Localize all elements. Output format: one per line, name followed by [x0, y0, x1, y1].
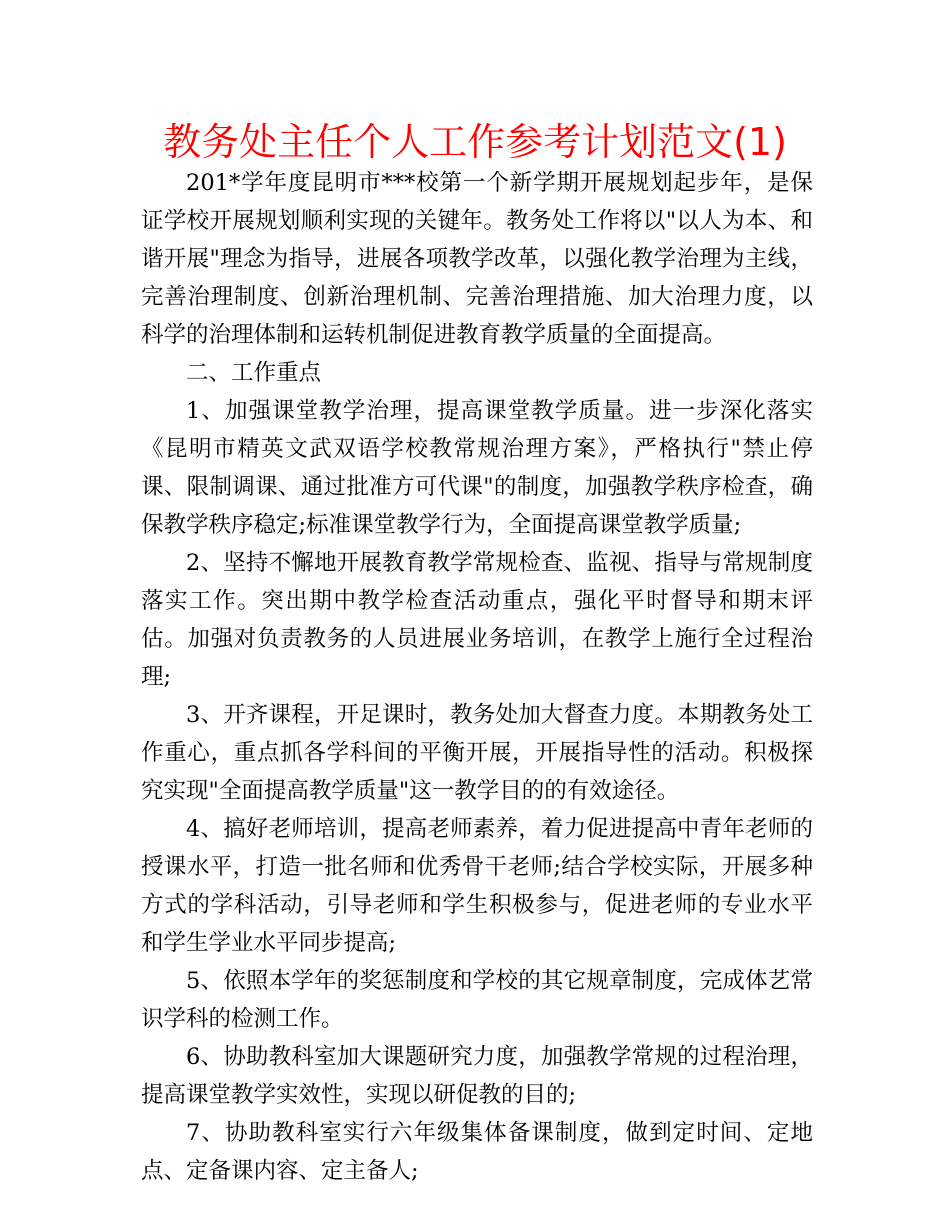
document-body	[141, 164, 813, 1190]
paragraph-intro: 201*学年度昆明市***校第一个新学期开展规划起步年，是保证学校开展规划顺利实现的关键年。教务处工作将以"以人为本、和谐开展"理念为指导，进展各项教学改革，以强化教学治理为主线，完善治理制度、创新治理机制、完善治理措施、加大治理力度，以科学的治理体制和运转机制促进教育教学质量的全面提高。	[141, 170, 813, 348]
paragraph-item-3: 3、开齐课程，开足课时，教务处加大督查力度。本期教务处工作重心，重点抓各学科间的平衡开展，开展指导性的活动。积极探究实现"全面提高教学质量"这一教学目的的有效途径。	[141, 702, 813, 804]
section-heading-work-focus: 二、工作重点	[186, 360, 322, 386]
paragraph-item-6: 6、协助教科室加大课题研究力度，加强教学常规的过程治理，提高课堂教学实效性，实现以研促教的目的;	[141, 1044, 813, 1108]
paragraph-item-1: 1、加强课堂教学治理，提高课堂教学质量。进一步深化落实《昆明市精英文武双语学校教常规治理方案》，严格执行"禁止停课、限制调课、通过批准方可代课"的制度，加强教学秩序检查，确保教学秩序稳定;标准课堂教学行为，全面提高课堂教学质量;	[141, 398, 813, 538]
paragraph-item-5: 5、依照本学年的奖惩制度和学校的其它规章制度，完成体艺常识学科的检测工作。	[141, 968, 813, 1032]
document-title: 教务处主任个人工作参考计划范文(1)	[163, 120, 787, 164]
paragraph-item-2: 2、坚持不懈地开展教育教学常规检查、监视、指导与常规制度落实工作。突出期中教学检查活动重点，强化平时督导和期末评估。加强对负责教务的人员进展业务培训，在教学上施行全过程治理;	[141, 550, 813, 690]
paragraph-item-7: 7、协助教科室实行六年级集体备课制度，做到定时间、定地点、定备课内容、定主备人;	[141, 1120, 813, 1184]
paragraph-item-4: 4、搞好老师培训，提高老师素养，着力促进提高中青年老师的授课水平，打造一批名师和优秀骨干老师;结合学校实际，开展多种方式的学科活动，引导老师和学生积极参与，促进老师的专业水平和学生学业水平同步提高;	[141, 816, 813, 956]
